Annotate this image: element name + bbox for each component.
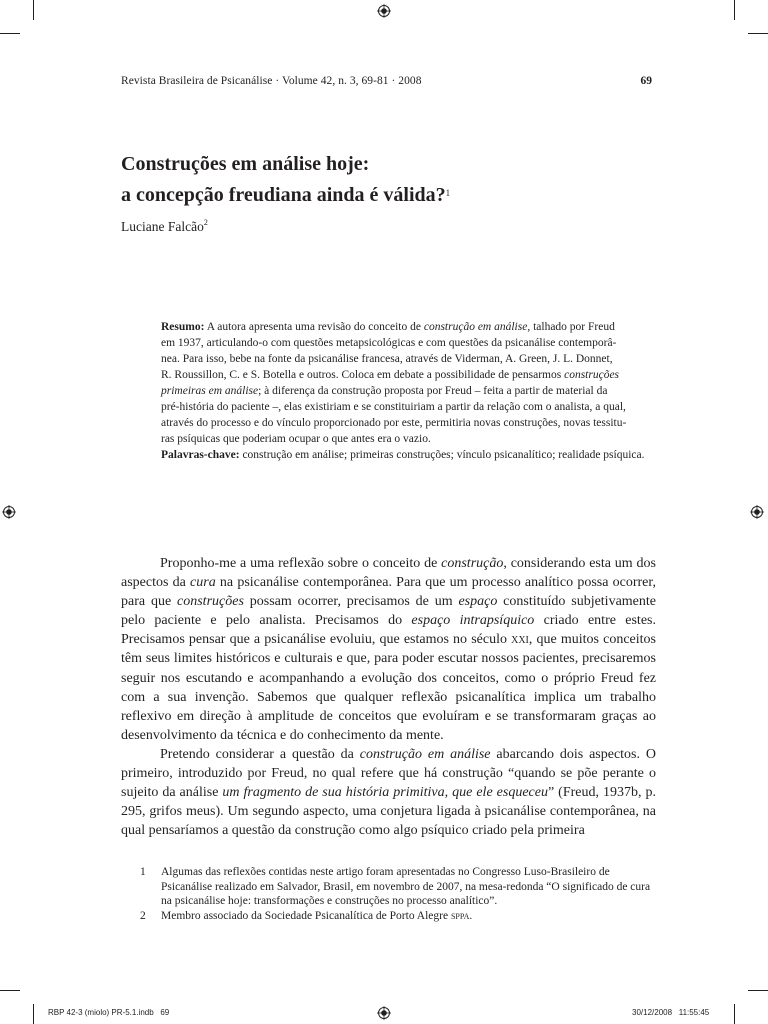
body-span: Pretendo considerar a questão da [160,746,360,762]
abstract-italic: construções [564,369,620,381]
abstract-line [161,383,656,399]
abstract-line: através do processo e do vínculo proporcionado por este, permitiria novas construções, novas tessitu- [161,417,627,429]
keywords-line [161,447,656,463]
crop-mark [33,1004,34,1024]
crop-mark [734,1004,735,1024]
title-line-1: Construções em análise hoje: [121,153,370,175]
title-footnote-ref[interactable]: 1 [445,188,451,198]
body-italic: cura [190,575,216,591]
abstract-text: ; à diferença da construção proposta por Freud – feita a partir de material da [258,385,608,397]
century-smallcaps: xxi [511,632,529,648]
footnote-text: Algumas das reflexões contidas neste artigo foram apresentadas no Congresso Luso-Brasileiro de Psicanálise realizado em Salvador, Brasil, em novembro de 2007, na mesa-redonda “O significado de cura na psicanálise hoje: transformações e construções no processo analítico”. [161,866,651,908]
keywords-text: construção em análise; primeiras construções; vínculo psicanalítico; realidade psíquica. [239,449,645,461]
abstract-italic: primeiras em análise [161,385,259,397]
body-italic: um fragmento de sua história primitiva, que ele esqueceu [222,785,548,801]
abstract-line: ras psíquicas que poderiam ocupar o que antes era o vazio. [161,433,431,445]
footnote-number: 2 [140,910,146,922]
body-span: possam ocorrer, precisamos de um [243,594,459,610]
body-text [121,554,656,840]
body-span: Proponho-me a uma reflexão sobre o conceito de [160,556,442,571]
abstract-text: , talhado por Freud [527,321,615,333]
body-italic: construções [177,594,244,610]
print-slug-date: 30/12/2008 11:55:45 [632,1008,710,1017]
abstract-line: nea. Para isso, bebe na fonte da psicanálise francesa, através de Viderman, A. Green, J. L. Donnet, [161,353,613,365]
abstract-line [161,319,656,335]
paragraph-1 [121,554,656,745]
page-number: 69 [640,75,652,87]
abstract-line: pré-história do paciente –, elas existiriam e se constituiriam a partir da relação com o analista, a qual, [161,401,626,413]
abstract-label: Resumo: [161,321,205,333]
registration-mark-icon [377,1006,391,1020]
keywords-label: Palavras-chave: [161,449,240,461]
footnote-2 [140,909,660,924]
footnote-1 [140,865,660,909]
abstract-line: em 1937, articulando-o com questões metapsicológicas e com questões da psicanálise contemporâ- [161,337,617,349]
abstract-text: A autora apresenta uma revisão do conceito de [204,321,424,333]
author-name [121,219,208,235]
crop-mark [0,990,20,991]
crop-mark [748,33,768,34]
body-span: constituído subjetivamente pelo paciente e pelo analista. Precisamos do [121,594,656,629]
author-text: Luciane Falcão [121,219,204,234]
abstract-text: R. Roussillon, C. e S. Botella e outros. Coloca em debate a possibilidade de pensarmos [161,369,565,381]
body-span: , considerando esta um dos aspectos da [121,556,656,591]
print-slug-file: RBP 42-3 (miolo) PR-5.1.indb 69 [48,1008,170,1017]
body-span: criado entre estes. Precisamos pensar que a psicanálise evoluiu, que estamos no século [121,613,656,648]
crop-mark [33,0,34,20]
article-title [121,149,681,211]
footnote-smallcaps: sppa [450,910,470,922]
registration-mark-icon [377,4,391,18]
title-line-2 [121,180,681,211]
author-footnote-ref[interactable]: 2 [203,218,208,227]
abstract-line [161,367,656,383]
body-italic: espaço intrapsíquico [411,613,535,629]
crop-mark [0,33,20,34]
body-span: abarcando dois aspectos. O primeiro, introduzido por Freud, no qual refere que há construção “quando se põe perante o sujeito da análise [121,746,657,801]
title-line-2-text: a concepção freudiana ainda é válida? [121,184,446,206]
body-span: na psicanálise contemporânea. Para que um processo analítico possa ocorrer, para que [121,575,656,610]
body-italic: espaço [458,594,498,610]
crop-mark [734,0,735,20]
body-span: ” (Freud, 1937b, p. 295, grifos meus). Um segundo aspecto, uma conjetura ligada à psicanálise contemporânea, na qual pensaríamos a questão da construção como algo psíquico criado pela primeira [121,785,657,839]
paragraph-2 [121,745,656,840]
footnote-text [161,909,660,924]
body-italic: construção [441,556,504,571]
footnote-span: . [469,910,473,922]
body-span: , que muitos conceitos têm seus limites históricos e culturais e que, para poder escutar nossos pacientes, precisaremos seguir nos escutando e acompanhando a evolução dos conceitos, como o próprio Freud fez com a sua invenção. Sabemos que qualquer reflexão psicanalítica implica um trabalho reflexivo em direção à amplitude de conceitos que evoluíram e se transformaram graças ao desenvolvimento da técnica e do conhecimento da mente. [121,632,657,743]
abstract-italic: construção em análise [423,321,528,333]
registration-mark-icon [2,505,16,519]
body-italic: construção em análise [359,746,491,762]
abstract [161,319,656,463]
footnote-span: Membro associado da Sociedade Psicanalítica de Porto Alegre [161,910,451,922]
crop-mark [748,990,768,991]
running-header: Revista Brasileira de Psicanálise · Volume 42, n. 3, 69-81 · 2008 [121,75,422,87]
footnote-number: 1 [140,866,146,878]
registration-mark-icon [750,505,764,519]
